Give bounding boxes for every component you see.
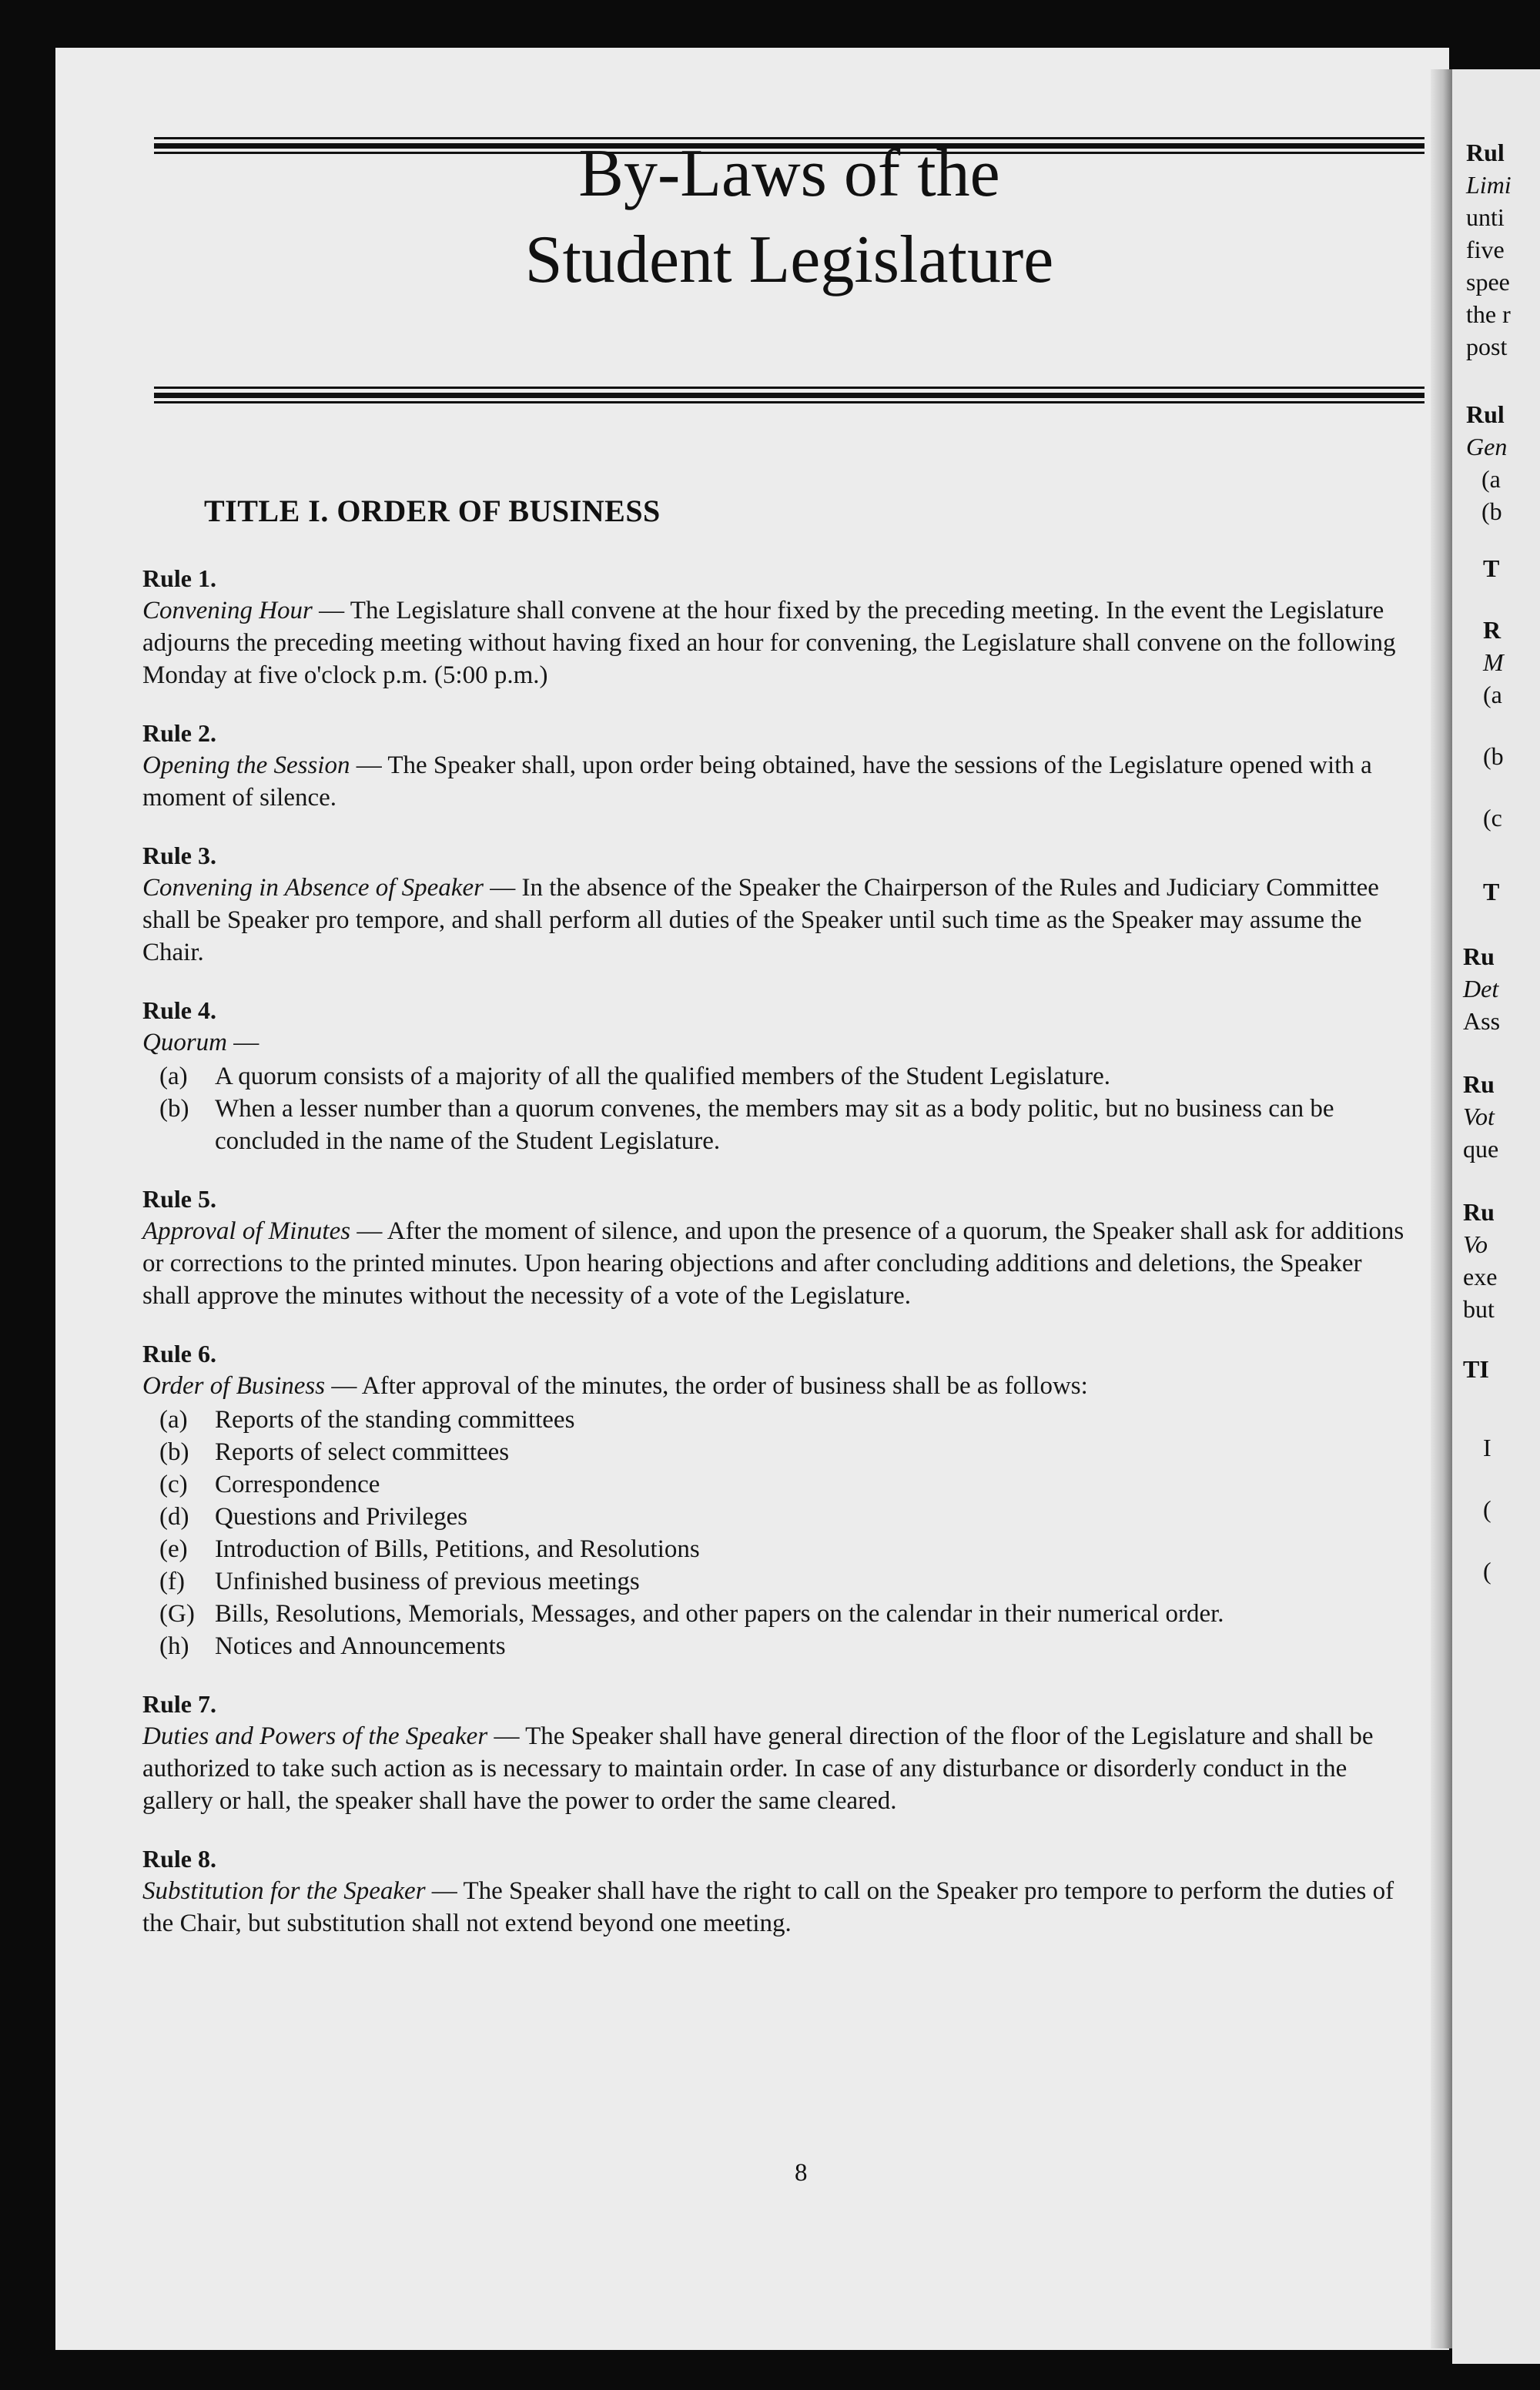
page-number: 8 [795, 2159, 808, 2187]
rule-body: — The Speaker shall, upon order being obtained, have the sessions of the Legislature opened with a moment of silence. [142, 751, 1372, 812]
adjacent-page-text: (a [1483, 681, 1502, 708]
rule-heading: Convening Hour [142, 597, 313, 624]
rule-text [142, 1875, 1413, 1940]
list-marker: (a) [159, 1063, 188, 1090]
adjacent-page-text: Det [1463, 975, 1499, 1003]
adjacent-page-text: (b [1481, 497, 1502, 525]
list-marker: (h) [159, 1632, 189, 1660]
rule-label: Rule 1. [142, 564, 216, 592]
adjacent-page-text: que [1463, 1135, 1499, 1163]
adjacent-page-text: but [1463, 1295, 1495, 1323]
rule-label: Rule 3. [142, 842, 216, 869]
rule-body: — [227, 1029, 259, 1056]
rule-block [142, 996, 1413, 1157]
section-heading: TITLE I. ORDER OF BUSINESS [204, 494, 661, 528]
adjacent-page-text: (b [1483, 742, 1504, 770]
adjacent-page-text: TI [1463, 1355, 1489, 1383]
adjacent-page-fragment [1452, 69, 1540, 2364]
adjacent-page-text: Limi [1466, 171, 1512, 199]
list-item [142, 1468, 1413, 1501]
list-item [142, 1598, 1413, 1630]
rule-text [142, 1370, 1413, 1402]
title-bottom-rule [154, 387, 1424, 403]
list-marker: (e) [159, 1535, 188, 1563]
list-item [142, 1404, 1413, 1436]
list-item [142, 1093, 1413, 1157]
adjacent-page-text: Ru [1463, 1070, 1495, 1098]
adjacent-page-text: Ass [1463, 1007, 1501, 1035]
adjacent-page-text: (a [1481, 465, 1501, 493]
rule-block [142, 842, 1413, 969]
rule-label: Rule 2. [142, 719, 216, 747]
adjacent-page-text: Rul [1466, 139, 1505, 166]
list-marker: (c) [159, 1471, 188, 1498]
rule-heading: Opening the Session [142, 751, 350, 779]
rule-label: Rule 4. [142, 996, 216, 1024]
adjacent-page-text: the r [1466, 300, 1511, 328]
rule-heading: Convening in Absence of Speaker [142, 874, 484, 902]
rule-label: Rule 5. [142, 1185, 216, 1213]
rule-text [142, 1215, 1413, 1312]
adjacent-page-text: I [1483, 1434, 1491, 1461]
title-line-2: Student Legislature [524, 223, 1054, 297]
rule-heading: Approval of Minutes [142, 1217, 351, 1245]
adjacent-page-text: Rul [1466, 400, 1505, 428]
document-body [142, 493, 1413, 1967]
rule-block [142, 1690, 1413, 1817]
page-title [154, 131, 1424, 303]
rule-body: — The Speaker shall have general direction of the floor of the Legislature and shall be authorized to take such action as is necessary to maintain order. In case of any disturbance or disorderly conduct in the gallery or hall, the speaker shall have the power to order the same cleared. [142, 1722, 1374, 1815]
rule-block [142, 564, 1413, 691]
rule-body: — After the moment of silence, and upon the presence of a quorum, the Speaker shall ask for additions or corrections to the printed minutes. Upon hearing objections and after concluding additions and deletions, the Speaker shall approve the minutes without the necessity of a vote of the Legislature. [142, 1217, 1404, 1310]
rule-body: — The Legislature shall convene at the hour fixed by the preceding meeting. In the event the Legislature adjourns the preceding meeting without having fixed an hour for convening, the Legislature shall convene on the following Monday at five o'clock p.m. (5:00 p.m.) [142, 597, 1396, 689]
list-item-text: Reports of the standing committees [215, 1406, 575, 1434]
list-item [142, 1060, 1413, 1093]
list-item [142, 1436, 1413, 1468]
rule-block [142, 1845, 1413, 1940]
adjacent-page-text: Vot [1463, 1103, 1495, 1130]
list-marker: (b) [159, 1095, 189, 1123]
rule-text [142, 594, 1413, 691]
rule-heading: Duties and Powers of the Speaker [142, 1722, 488, 1750]
list-marker: (G) [159, 1600, 195, 1628]
list-marker: (a) [159, 1406, 188, 1434]
adjacent-page-text: Vo [1463, 1230, 1488, 1258]
rule-body: — In the absence of the Speaker the Chairperson of the Rules and Judiciary Committee shall be Speaker pro tempore, and shall perform all duties of the Speaker until such time as the Speaker may assume the Chair. [142, 874, 1379, 966]
adjacent-page-text: ( [1483, 1557, 1491, 1585]
adjacent-page-text: Ru [1463, 942, 1495, 970]
list-item-text: Bills, Resolutions, Memorials, Messages, and other papers on the calendar in their numerical order. [215, 1600, 1224, 1628]
rule-heading: Substitution for the Speaker [142, 1877, 426, 1905]
list-item-text: A quorum consists of a majority of all the qualified members of the Student Legislature. [215, 1063, 1110, 1090]
list-item-text: Correspondence [215, 1471, 380, 1498]
adjacent-page-text: (c [1483, 804, 1502, 832]
adjacent-page-text: Ru [1463, 1198, 1495, 1226]
rule-text [142, 1026, 1413, 1059]
rule-body: — The Speaker shall have the right to call on the Speaker pro tempore to perform the duties of the Chair, but substitution shall not extend beyond one meeting. [142, 1877, 1394, 1937]
rule-text [142, 872, 1413, 969]
rule-heading: Quorum [142, 1029, 228, 1056]
list-item [142, 1533, 1413, 1565]
list-marker: (b) [159, 1438, 189, 1466]
list-item-text: Introduction of Bills, Petitions, and Resolutions [215, 1535, 700, 1563]
adjacent-page-text: spee [1466, 268, 1510, 296]
adjacent-page-text: Gen [1466, 433, 1508, 460]
list-item [142, 1630, 1413, 1662]
adjacent-page-text: unti [1466, 203, 1505, 231]
list-item-text: Questions and Privileges [215, 1503, 468, 1531]
adjacent-page-text: post [1466, 333, 1508, 360]
adjacent-page-text: five [1466, 236, 1505, 263]
rule-text [142, 1720, 1413, 1817]
list-item [142, 1501, 1413, 1533]
rule-block [142, 1340, 1413, 1662]
rule-body: — After approval of the minutes, the order of business shall be as follows: [325, 1372, 1088, 1400]
list-marker: (d) [159, 1503, 189, 1531]
list-item-text: Unfinished business of previous meetings [215, 1568, 640, 1595]
adjacent-page-text: exe [1463, 1263, 1498, 1290]
rule-block [142, 1185, 1413, 1312]
adjacent-page-text: R [1483, 616, 1502, 644]
adjacent-page-text: T [1483, 878, 1500, 905]
adjacent-page-text: ( [1483, 1495, 1491, 1523]
rule-label: Rule 7. [142, 1690, 216, 1718]
rule-heading: Order of Business [142, 1372, 326, 1400]
rule-label: Rule 6. [142, 1340, 216, 1367]
list-item-text: Reports of select committees [215, 1438, 510, 1466]
page-gutter [1431, 69, 1454, 2348]
rule-label: Rule 8. [142, 1845, 216, 1873]
list-item-text: When a lesser number than a quorum convenes, the members may sit as a body politic, but no business can be concluded in the name of the Student Legislature. [215, 1095, 1334, 1155]
rule-text [142, 749, 1413, 814]
adjacent-page-text: T [1483, 554, 1500, 582]
rules-list [142, 564, 1413, 1940]
title-line-1: By-Laws of the [578, 136, 1000, 211]
list-item [142, 1565, 1413, 1598]
list-item-text: Notices and Announcements [215, 1632, 506, 1660]
list-marker: (f) [159, 1568, 185, 1595]
rule-item-list [142, 1060, 1413, 1157]
rule-item-list [142, 1404, 1413, 1662]
adjacent-page-text: M [1483, 648, 1504, 676]
rule-block [142, 719, 1413, 814]
